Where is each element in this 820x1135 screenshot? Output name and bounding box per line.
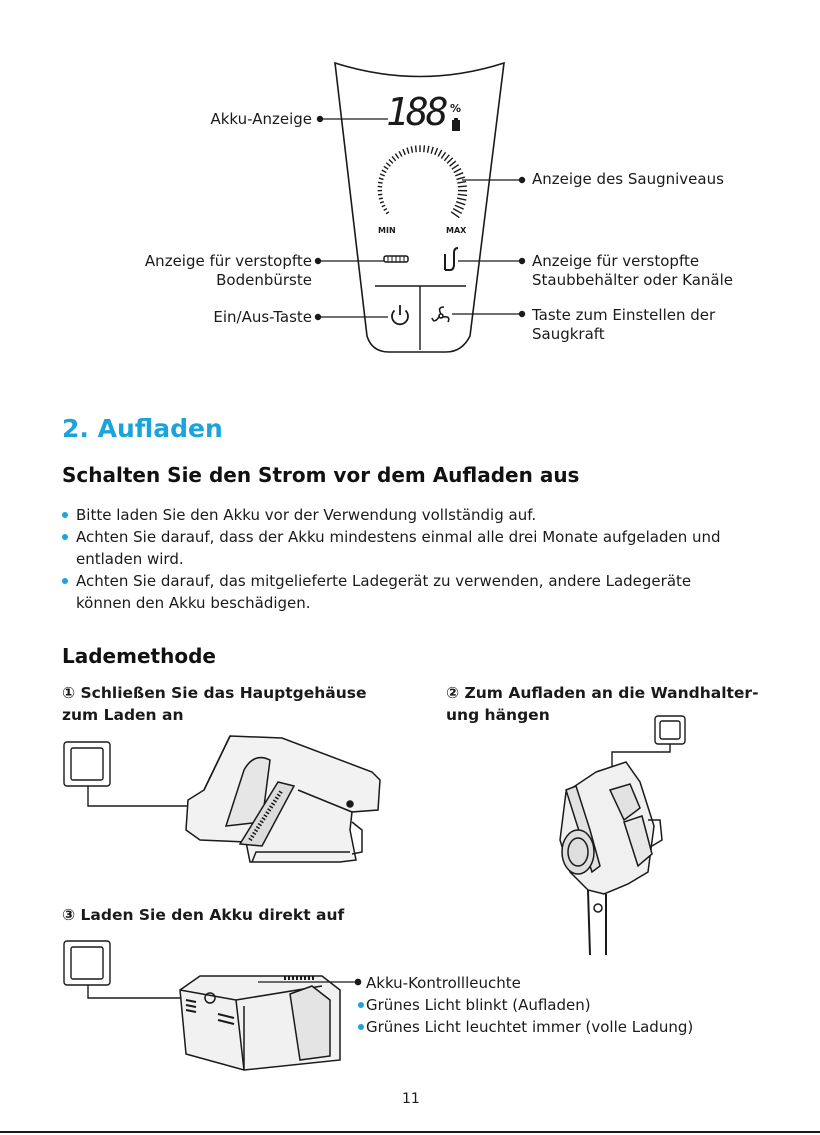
list-item: Bitte laden Sie den Akku vor der Verwendung vollständig auf. [62,504,762,526]
callout-suction-button-line2: Saugkraft [532,325,605,343]
main-body-illustration [186,736,380,862]
step2-title: ② Zum Aufladen an die Wandhalter- ung hängen [446,684,759,724]
section-subtitle: Schalten Sie den Strom vor dem Aufladen aus [62,463,580,487]
battery-indicator-label: Akku-Kontrollleuchte [366,974,521,992]
callout-brush-clog-line2: Bodenbürste [216,271,312,289]
bullet-dot [358,1024,364,1030]
list-item: Achten Sie darauf, das mitgelieferte Ladegerät zu verwenden, andere Ladegeräte können den Akku beschädigen. [62,570,762,614]
battery-pack-illustration [180,976,361,1070]
callout-dustbin-clog-line1: Anzeige für verstopfte [532,252,700,270]
callout-power-button: Ein/Aus-Taste [213,308,312,326]
section-title: 2. Aufladen [62,414,223,443]
methods-title: Lademethode [62,644,216,668]
wall-holder-illustration [560,762,662,955]
bottom-rule [0,1131,820,1133]
display-digits: 188 [386,90,446,134]
callout-dustbin-clog-line2: Staubbehälter oder Kanäle [532,271,734,289]
display-unit: % [450,102,462,115]
callout-battery-display: Akku-Anzeige [210,110,312,128]
callout-suction-level: Anzeige des Saugniveaus [532,170,724,188]
gauge-min-label: MIN [378,226,396,235]
page-number: 11 [402,1091,420,1107]
gauge-max-label: MAX [446,226,467,235]
wall-charger-3 [64,941,180,998]
wall-charger-1 [64,742,196,806]
callout-brush-clog-line1: Anzeige für verstopfte [144,252,312,270]
callout-suction-button-line1: Taste zum Einstellen der [532,306,716,324]
wall-charger-2 [612,716,685,766]
legend-blinking: Grünes Licht blinkt (Aufladen) [358,994,591,1016]
bullet-dot [358,1002,364,1008]
step1-title: ① Schließen Sie das Hauptgehäuse zum Laden an [62,684,367,724]
list-item: Achten Sie darauf, dass der Akku mindestens einmal alle drei Monate aufgeladen und entladen wird. [62,526,762,570]
legend-steady: Grünes Licht leuchtet immer (volle Ladung) [358,1016,693,1038]
step3-title: ③ Laden Sie den Akku direkt auf [62,906,345,924]
